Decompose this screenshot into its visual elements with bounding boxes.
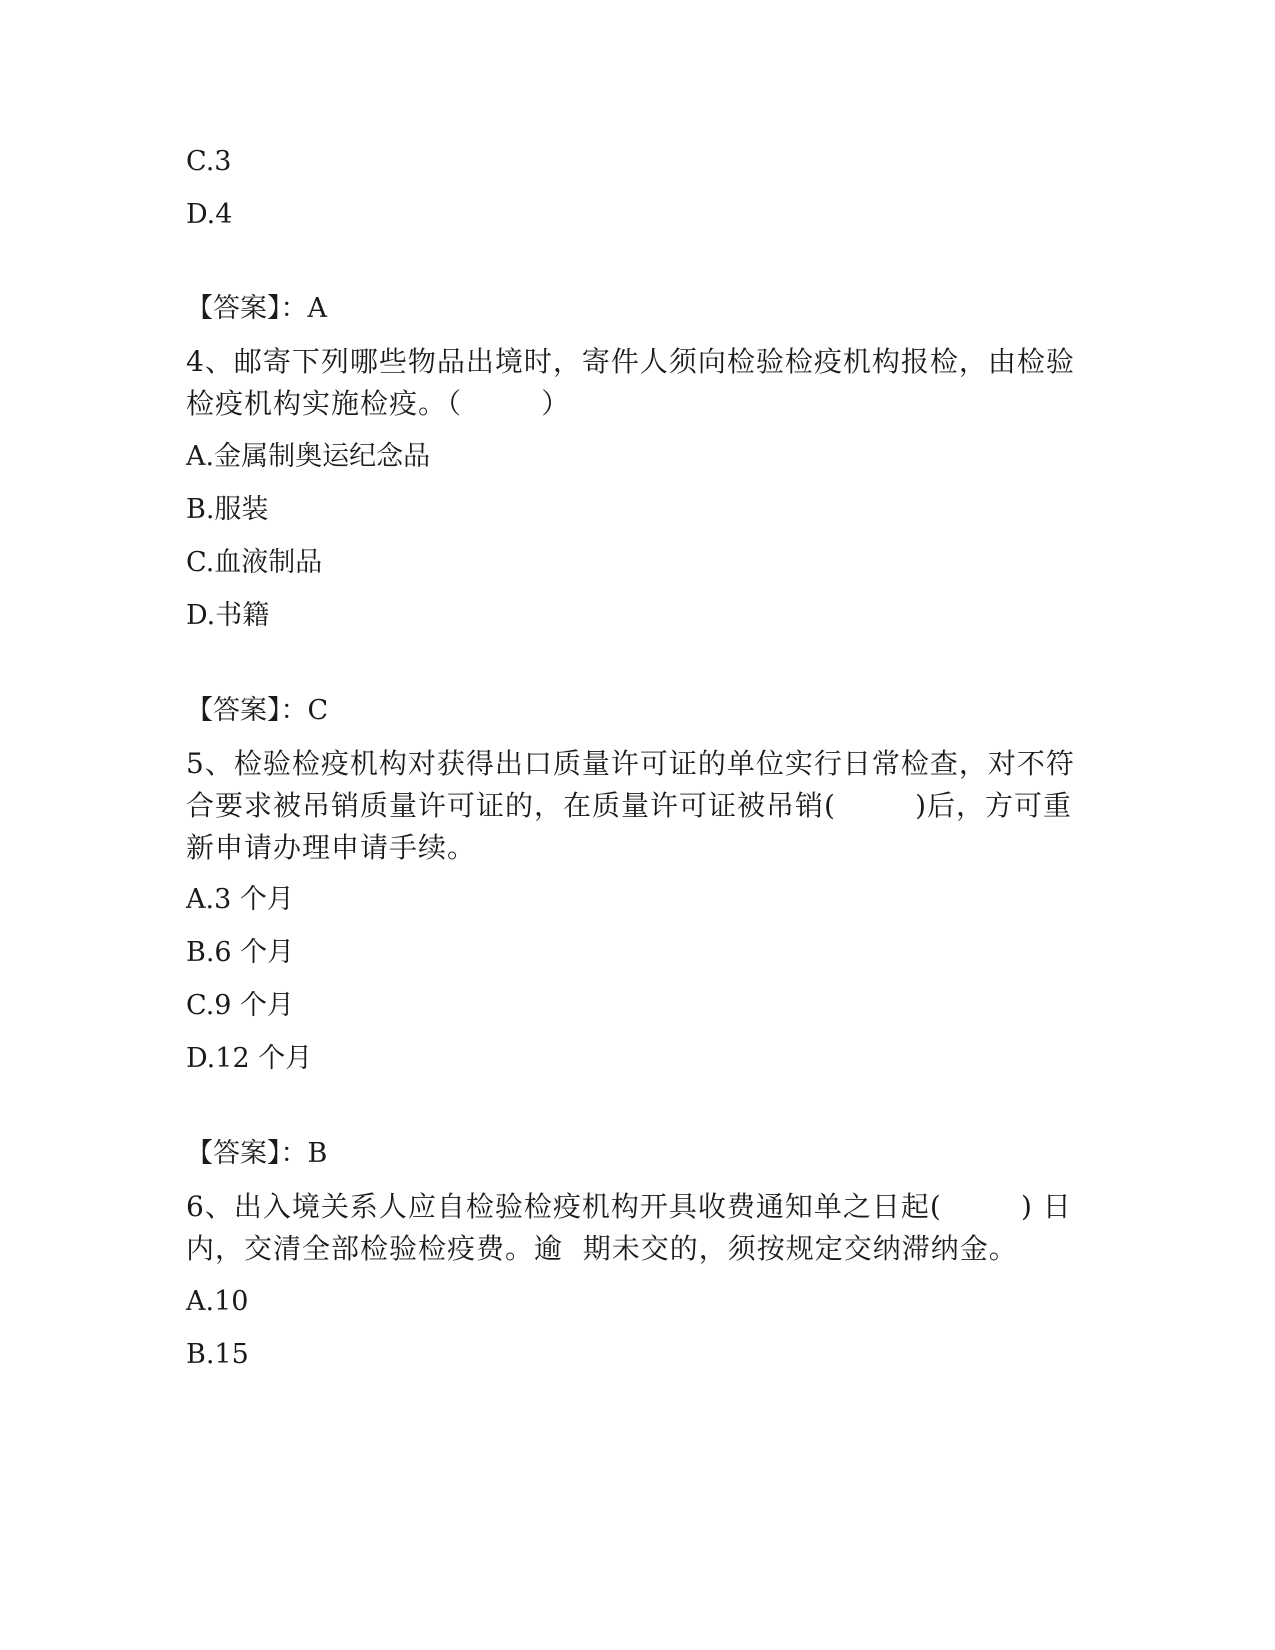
- q5-option-d: D.12 个月: [186, 1043, 313, 1074]
- q6-option-b: B.15: [186, 1339, 249, 1370]
- q5-answer: 【答案】：B: [186, 1138, 328, 1169]
- q4-option-b: B.服装: [186, 494, 269, 525]
- q5-option-b: B.6 个月: [186, 937, 295, 968]
- q6-option-a: A.10: [186, 1286, 249, 1317]
- q6-stem-line-1: 6、出入境关系人应自检验检疫机构开具收费通知单之日起( ) 日: [186, 1190, 1072, 1223]
- q5-option-a: A.3 个月: [186, 884, 294, 915]
- q6-stem-line-2: 内，交清全部检验检疫费。逾 期未交的，须按规定交纳滞纳金。: [186, 1232, 1018, 1265]
- q4-answer: 【答案】：C: [186, 695, 329, 726]
- q3-option-c: C.3: [186, 146, 232, 177]
- q4-stem-line-2: 检疫机构实施检疫。（ ）: [186, 387, 571, 420]
- q5-stem-line-1: 5、检验检疫机构对获得出口质量许可证的单位实行日常检查，对不符: [186, 747, 1075, 780]
- q4-stem-line-1: 4、邮寄下列哪些物品出境时，寄件人须向检验检疫机构报检，由检验: [186, 345, 1075, 378]
- q4-option-a: A.金属制奥运纪念品: [186, 441, 431, 472]
- q5-stem-line-3: 新申请办理申请手续。: [186, 831, 477, 864]
- q4-option-d: D.书籍: [186, 600, 270, 631]
- q5-stem-line-2: 合要求被吊销质量许可证的，在质量许可证被吊销( )后，方可重: [186, 789, 1073, 822]
- q4-option-c: C.血液制品: [186, 547, 323, 578]
- q5-option-c: C.9 个月: [186, 990, 295, 1021]
- q3-option-d: D.4: [186, 199, 233, 230]
- q3-answer: 【答案】：A: [186, 293, 327, 324]
